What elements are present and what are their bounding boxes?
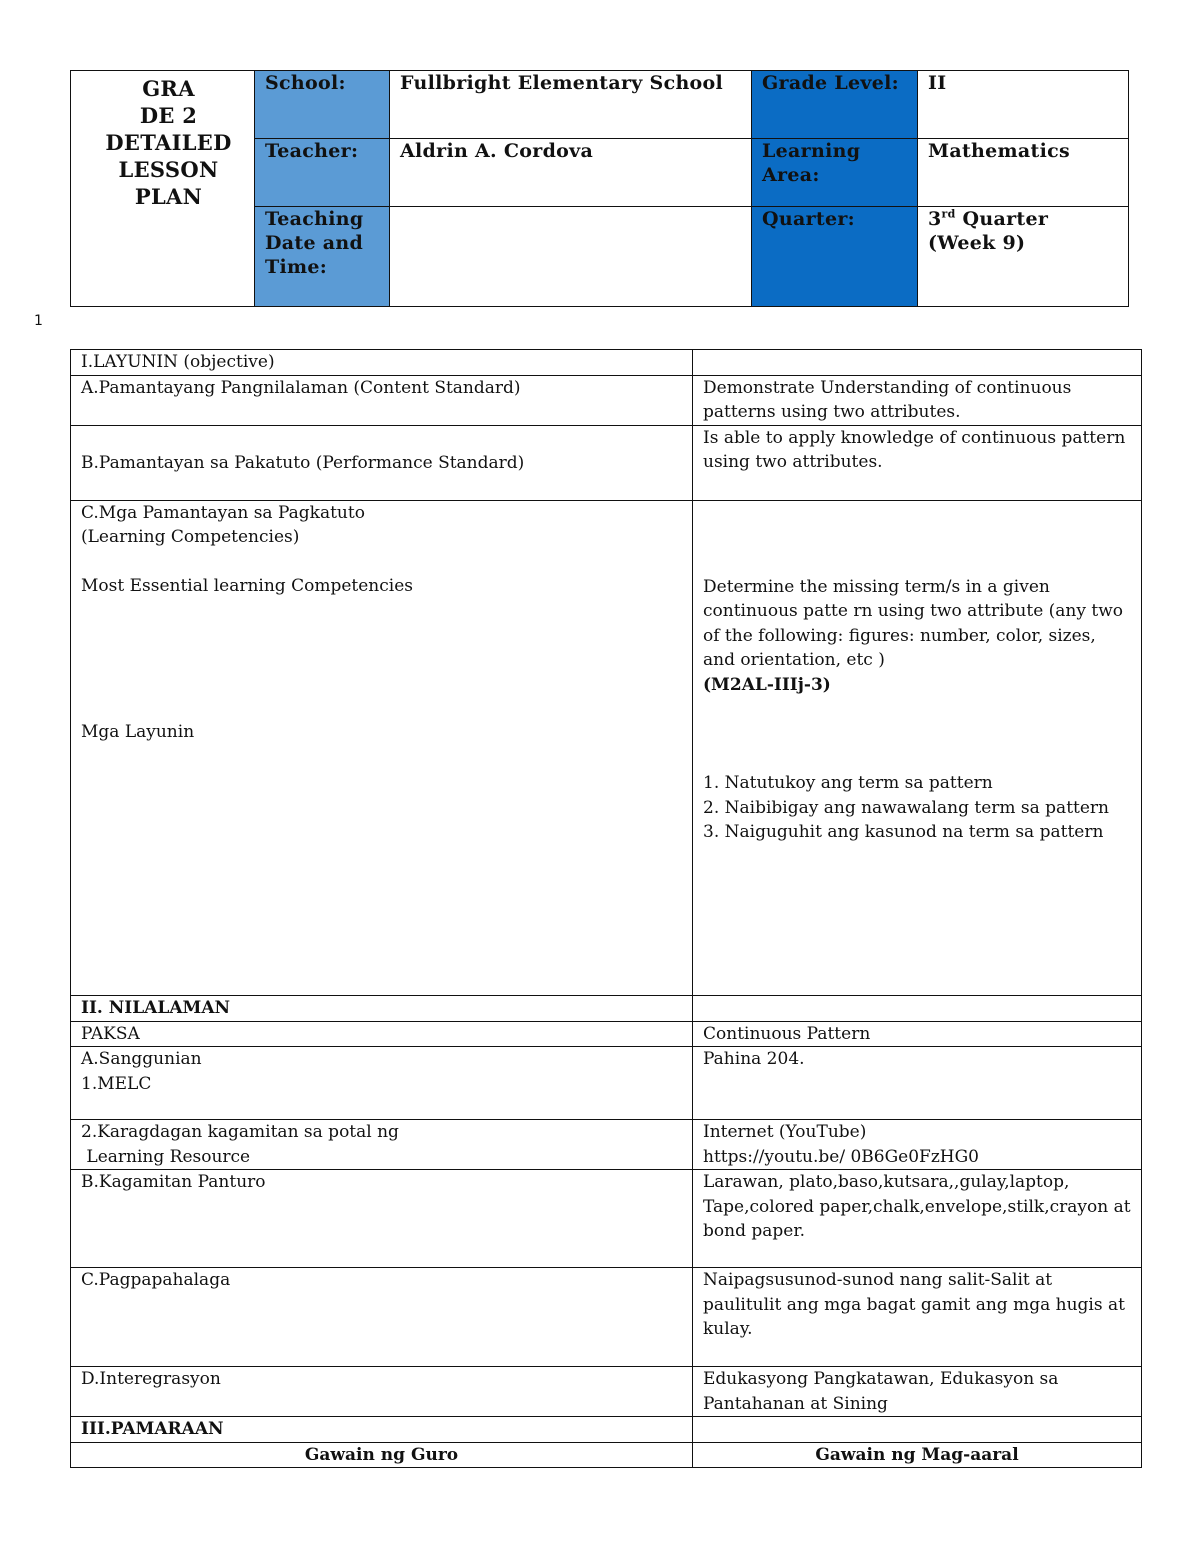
pagpapahalaga-label: C.Pagpapahalaga (71, 1268, 693, 1367)
integrasyon-label: D.Interegrasyon (71, 1367, 693, 1417)
melc-code: (M2AL-IIIj-3) (703, 674, 831, 695)
integrasyon-value: Edukasyong Pangkatawan, Edukasyon sa Pantahanan at Sining (693, 1367, 1142, 1417)
page-number: 1 (34, 313, 43, 329)
learning-area-label: Learning Area: (752, 139, 918, 207)
layunin-item: 1. Natutukoy ang term sa pattern (703, 773, 993, 793)
student-activity-header: Gawain ng Mag-aaral (693, 1442, 1142, 1468)
layunin-item: 3. Naiguguhit ang kasunod na term sa pattern (703, 822, 1104, 842)
paksa-label: PAKSA (71, 1021, 693, 1047)
quarter-label: Quarter: (752, 207, 918, 307)
melc-label: Most Essential learning Competencies (81, 575, 413, 596)
competencies-values-cell (693, 500, 1142, 995)
school-label: School: (255, 71, 390, 139)
procedure-heading: III.PAMARAAN (71, 1417, 693, 1443)
content-standard-value: Demonstrate Understanding of continuous patterns using two attributes. (693, 375, 1142, 425)
pagpapahalaga-value: Naipagsusunod-sunod nang salit-Salit at paulitulit ang mga bagat gamit ang mga hugis at kulay. (693, 1268, 1142, 1367)
teaching-date-value (390, 207, 752, 307)
sanggunian-value: Pahina 204. (693, 1047, 1142, 1120)
content-heading: II. NILALAMAN (71, 995, 693, 1021)
title-text: GRA DE 2 DETAILED LESSON PLAN (105, 76, 232, 209)
karagdagan-label: 2.Karagdagan kagamitan sa potal ng Learning Resource (71, 1120, 693, 1170)
quarter-value: 3rd Quarter (Week 9) (918, 207, 1129, 307)
layunin-item: 2. Naibibigay ang nawawalang term sa pattern (703, 797, 1109, 818)
performance-standard-label: B.Pamantayan sa Pakatuto (Performance Standard) (71, 425, 693, 500)
sanggunian-label: A.Sanggunian 1.MELC (71, 1047, 693, 1120)
teaching-date-label: Teaching Date and Time: (255, 207, 390, 307)
paksa-value: Continuous Pattern (693, 1021, 1142, 1047)
grade-value: II (918, 71, 1129, 139)
objectives-heading: I.LAYUNIN (objective) (71, 350, 693, 376)
lesson-plan-table (70, 349, 1142, 1468)
teacher-value: Aldrin A. Cordova (390, 139, 752, 207)
content-standard-label: A.Pamantayang Pangnilalaman (Content Standard) (71, 375, 693, 425)
competencies-label: C.Mga Pamantayan sa Pagkatuto (Learning Competencies) (81, 502, 365, 547)
learning-area-value: Mathematics (918, 139, 1129, 207)
karagdagan-value: Internet (YouTube) https://youtu.be/ 0B6Ge0FzHG0 (693, 1120, 1142, 1170)
lesson-plan-title (71, 71, 255, 307)
kagamitan-label: B.Kagamitan Panturo (71, 1170, 693, 1268)
competencies-cell (71, 500, 693, 995)
teacher-label: Teacher: (255, 139, 390, 207)
melc-value: Determine the missing term/s in a given continuous patte rn using two attribute (any two of the following: figures: number, color, sizes, and orientation, etc ) (703, 576, 1124, 670)
header-table (70, 70, 1129, 307)
performance-standard-value: Is able to apply knowledge of continuous pattern using two attributes. (693, 425, 1142, 500)
kagamitan-value: Larawan, plato,baso,kutsara,,gulay,laptop, Tape,colored paper,chalk,envelope,stilk,crayon at bond paper. (693, 1170, 1142, 1268)
teacher-activity-header: Gawain ng Guro (71, 1442, 693, 1468)
grade-label: Grade Level: (752, 71, 918, 139)
school-value: Fullbright Elementary School (390, 71, 752, 139)
layunin-label: Mga Layunin (81, 722, 195, 742)
